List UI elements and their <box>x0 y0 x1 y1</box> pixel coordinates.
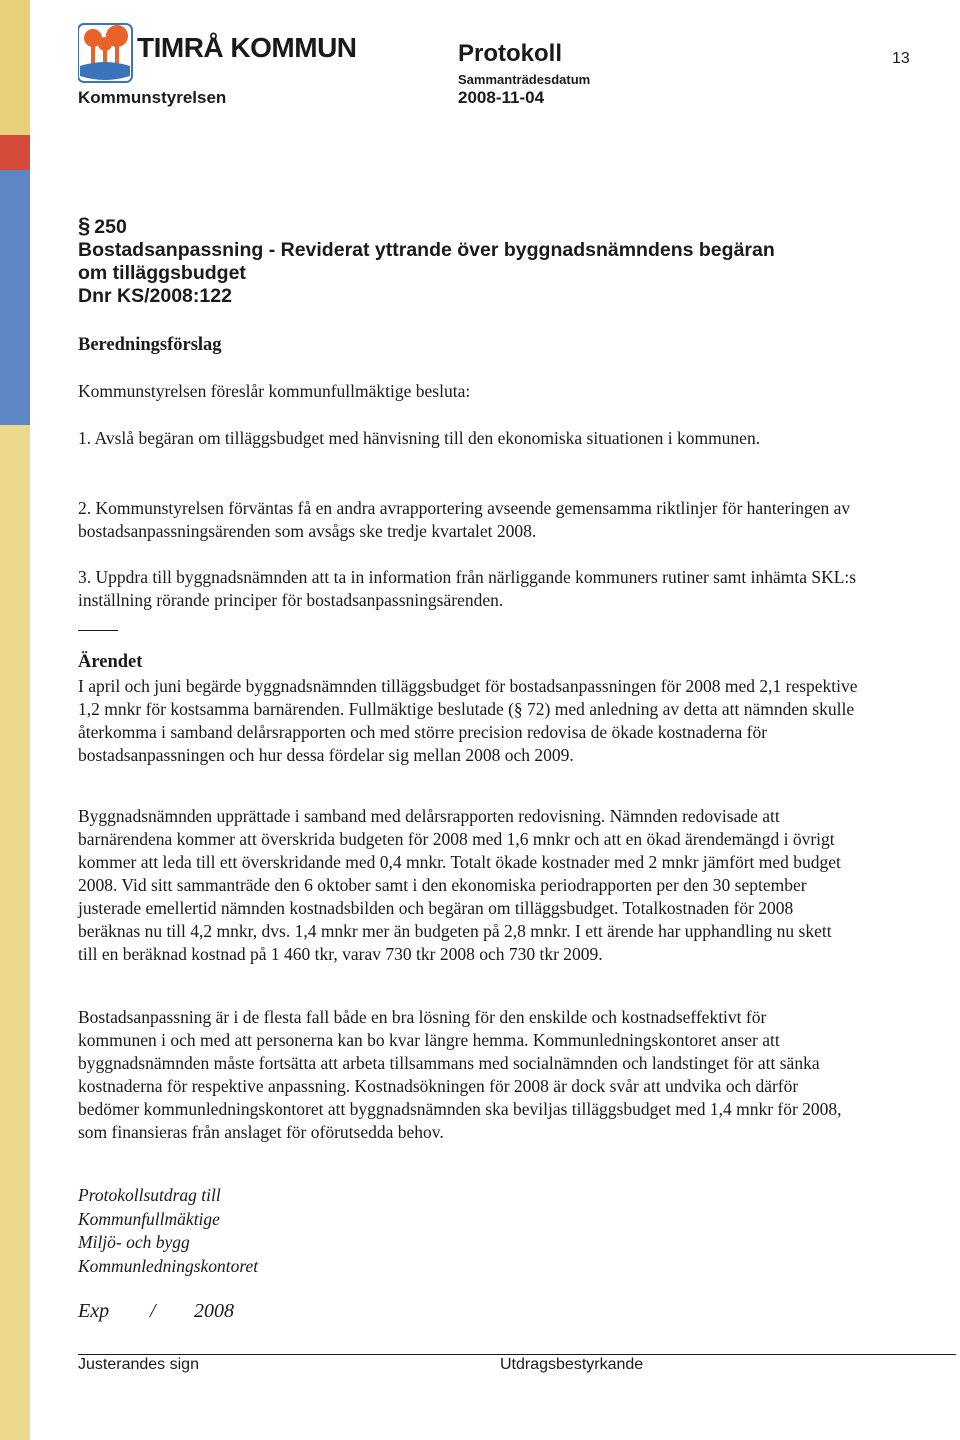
section-title-line2: om tilläggsbudget <box>78 262 246 284</box>
distribution-line: Protokollsutdrag till <box>78 1185 221 1205</box>
matter-paragraph-3: Bostadsanpassning är i de flesta fall både en bra lösning för den enskilde och kostnadseffektivt för kommunen i och med att personerna kan bo kvar längre hemma. Kommunledningskontoret anser att byggnadsnämnden måste fortsätta att arbeta tillsammans med socialnämnden och landstinget för att sänka kostnaderna för respektive anpassning. Kostnadsökningen för 2008 är dock svår att undvika och därför bedömer kommunledningskontoret att byggnadsnämnden ska beviljas tilläggsbudget med 1,4 mnkr för 2008, som finansieras från anslaget för oförutsedda behov. <box>78 1007 842 1142</box>
footer-rule <box>78 1354 956 1355</box>
exp-slash: / <box>150 1300 156 1322</box>
section-title-line1: Bostadsanpassning - Reviderat yttrande över byggnadsnämndens begäran <box>78 239 775 261</box>
diary-number: Dnr KS/2008:122 <box>78 285 232 307</box>
color-stripe-yellow-bottom <box>0 425 30 1440</box>
matter-heading: Ärendet <box>78 652 143 672</box>
expedition-line <box>78 1300 234 1323</box>
certification-label: Utdragsbestyrkande <box>500 1356 644 1373</box>
exp-year: 2008 <box>194 1300 234 1322</box>
distribution-line: Kommunfullmäktige <box>78 1208 220 1229</box>
signature-label: Justerandes sign <box>78 1356 199 1373</box>
paragraph-sign: § <box>78 213 91 238</box>
distribution-line: Kommunledningskontoret <box>78 1255 259 1276</box>
exp-label: Exp <box>78 1300 110 1322</box>
matter-paragraph-1: I april och juni begärde byggnadsnämnden tilläggsbudget för bostadsanpassningen för 2008 med 2,1 respektive 1,2 mnkr för kostsamma barnärenden. Fullmäktige beslutade (§ 72) med anledning av detta att nämnden skulle återkomma i samband delårsrapporten och med större precision redovisa de ökade kostnaderna för bostadsanpassningen och hur dessa fördelar sig mellan 2008 och 2009. <box>78 676 858 765</box>
proposal-item-1: 1. Avslå begäran om tilläggsbudget med hänvisning till den ekonomiska situationen i kommunen. <box>78 428 761 448</box>
proposal-item-3: 3. Uppdra till byggnadsnämnden att ta in information från närliggande kommuners rutiner samt inhämta SKL:s inställning rörande principer för bostadsanpassningsärenden. <box>78 567 857 610</box>
color-stripe-blue <box>0 170 30 425</box>
distribution-list <box>78 1184 258 1278</box>
section-heading <box>78 214 898 308</box>
logo-wordmark: TIMRÅ KOMMUN <box>137 32 357 63</box>
page-number: 13 <box>892 50 910 67</box>
section-number: 250 <box>94 216 127 238</box>
document-title: Protokoll <box>458 40 563 67</box>
proposal-heading: Beredningsförslag <box>78 335 222 355</box>
board-name: Kommunstyrelsen <box>78 88 227 107</box>
color-stripe-yellow-top <box>0 0 30 135</box>
meeting-date-label: Sammanträdesdatum <box>458 72 591 87</box>
meeting-date: 2008-11-04 <box>458 88 545 107</box>
separator-line <box>78 630 118 631</box>
proposal-item-2: 2. Kommunstyrelsen förväntas få en andra avrapportering avseende gemensamma riktlinjer för hanteringen av bostadsanpassningsärenden som avsågs ske tredje kvartalet 2008. <box>78 498 851 541</box>
matter-paragraph-2: Byggnadsnämnden upprättade i samband med delårsrapporten redovisning. Nämnden redovisade att barnärendena kommer att överskrida budgeten för 2008 med 1,6 mnkr och att en ökad ärendemängd i övrigt kommer att leda till ett överskridande med 0,4 mnkr. Totalt ökade kostnader med 2 mnkr jämfört med budget 2008. Vid sitt sammanträde den 6 oktober samt i den ekonomiska periodrapporten per den 30 september justerade emellertid nämnden kostnadsbilden och begäran om tilläggsbudget. Totalkostnaden för 2008 beräknas nu till 4,2 mnkr, dvs. 1,4 mnkr mer än budgeten på 2,8 mnkr. I ett ärende har upphandling nu skett till en beräknad kostnad på 1 460 tkr, varav 730 tkr 2008 och 730 tkr 2009. <box>78 806 841 964</box>
section-number-line <box>78 214 898 239</box>
proposal-intro: Kommunstyrelsen föreslår kommunfullmäktige besluta: <box>78 381 471 401</box>
distribution-line: Miljö- och bygg <box>78 1232 190 1252</box>
color-stripe-red <box>0 135 30 170</box>
